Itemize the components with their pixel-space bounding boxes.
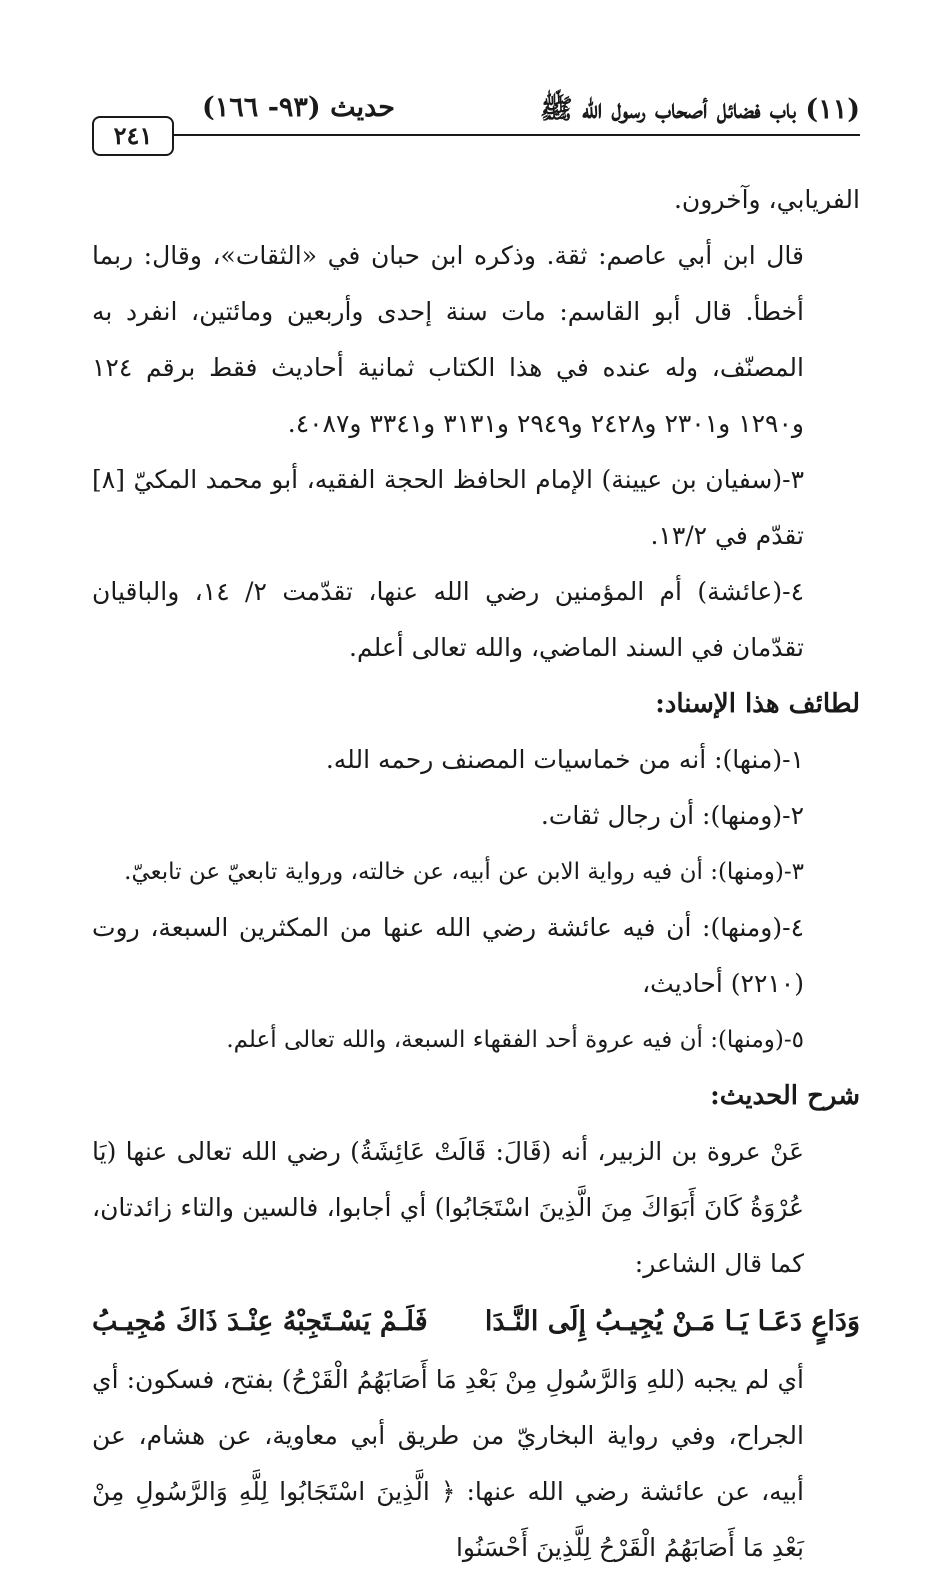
sharh-paragraph: عَنْ عروة بن الزبير، أنه (قَالَ: قَالَتْ عَائِشَةُ) رضي الله تعالى عنها (يَا عُرْوَةُ كَانَ أَبَوَاكَ مِنَ الَّذِينَ اسْتَجَابُوا) أي أجابوا، فالسين والتاء زائدتان، كما قال الشاعر: xyxy=(92,1137,805,1278)
lataif-item: ٣-(ومنها): أن فيه رواية الابن عن أبيه، عن خالته، ورواية تابعيّ عن تابعيّ. xyxy=(124,859,804,885)
lataif-item: ٥-(ومنها): أن فيه عروة أحد الفقهاء السبعة، والله تعالى أعلم. xyxy=(226,1027,804,1053)
sharh-heading: شرح الحديث: xyxy=(710,1081,860,1111)
lataif-item: ٢-(ومنها): أن رجال ثقات. xyxy=(540,801,804,830)
poem-hemistich-right: وَدَاعٍ دَعَـا يَـا مَـنْ يُجِيـبُ إِلَى النَّـدَا xyxy=(484,1306,860,1337)
poem-hemistich-left: فَلَـمْ يَسْـتَجِبْهُ عِنْـدَ ذَاكَ مُجِيـبُ xyxy=(92,1306,428,1337)
running-header xyxy=(92,92,860,132)
paragraph-aisha: ٤-(عائشة) أم المؤمنين رضي الله عنها، تقدّمت ٢/ ١٤، والباقيان تقدّمان في السند الماضي، والله تعالى أعلم. xyxy=(92,577,804,662)
lataif-item: ٤-(ومنها): أن فيه عائشة رضي الله عنها من المكثرين السبعة، روت (٢٢١٠) أحاديث، xyxy=(92,913,804,998)
sharh-paragraph: أي لم يجبه (للهِ وَالرَّسُولِ مِنْ بَعْدِ مَا أَصَابَهُمُ الْقَرْحُ) بفتح، فسكون: أي الجراح، وفي رواية البخاريّ من طريق أبي معاوية، عن هشام، عن أبيه، عن عائشة رضي الله عنها: ﴿ الَّذِينَ اسْتَجَابُوا لِلَّهِ وَالرَّسُولِ مِنْ بَعْدِ مَا أَصَابَهُمُ الْقَرْحُ لِلَّذِينَ أَحْسَنُوا xyxy=(92,1365,804,1562)
header-rule xyxy=(92,134,860,136)
poem-line xyxy=(92,1292,860,1352)
lataif-item: ١-(منها): أنه من خماسيات المصنف رحمه الله. xyxy=(325,745,804,774)
chapter-title: (١١) باب فضائل أصحاب رسول الله ﷺ xyxy=(539,94,860,125)
page-body xyxy=(92,172,860,1576)
paragraph-sufyan: ٣-(سفيان بن عيينة) الإمام الحافظ الحجة الفقيه، أبو محمد المكيّ [٨] تقدّم في ١٣/٢. xyxy=(92,465,804,550)
lataif-heading: لطائف هذا الإسناد: xyxy=(655,689,860,719)
paragraph-continuation: الفريابي، وآخرون. xyxy=(673,185,860,214)
paragraph-ibn-abi-asim: قال ابن أبي عاصم: ثقة. وذكره ابن حبان في «الثقات»، وقال: ربما أخطأ. قال أبو القاسم: مات سنة إحدى وأربعين ومائتين، انفرد به المصنّف، وله عنده في هذا الكتاب ثمانية أحاديث فقط برقم ١٢٤ و١٢٩٠ و٢٣٠١ و٢٤٢٨ و٢٩٤٩ و٣١٣١ و٣٣٤١ و٤٠٨٧. xyxy=(92,241,804,438)
hadith-range: حديث (٩٣- ١٦٦) xyxy=(202,92,395,123)
page-number: ٢٤١ xyxy=(92,116,174,156)
